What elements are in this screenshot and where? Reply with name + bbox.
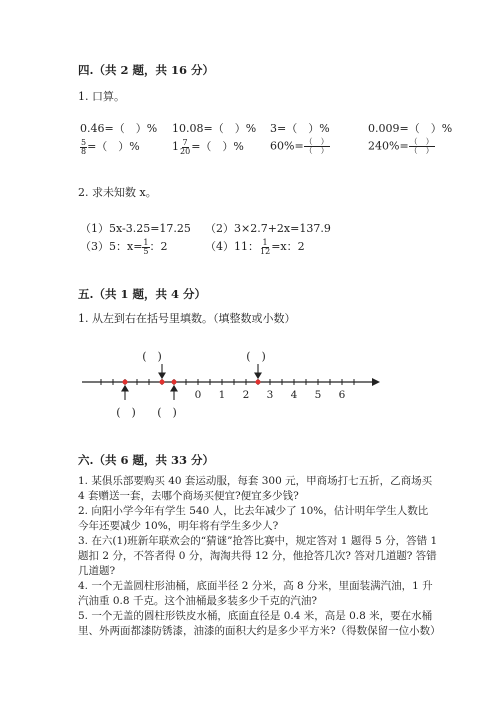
calc-6: 1 $\frac{7}{20}$ =（ ）% bbox=[172, 137, 244, 156]
equation-2: （2）3×2.7+2x=137.9 bbox=[205, 222, 331, 235]
tick-label-4: 4 bbox=[290, 389, 298, 401]
blank-below-1: ( ) bbox=[116, 406, 136, 419]
tick-label-5: 5 bbox=[314, 389, 322, 401]
calc-4: 0.009=（ ）% bbox=[368, 122, 453, 135]
problem-4: 4. 一个无盖圆柱形油桶，底面半径 2 分米，高 8 分米，里面装满汽油，1 升汽油重 0.8 千克。这个油桶最多装多少千克的汽油? bbox=[78, 580, 433, 607]
question-4-1: 1. 口算。 bbox=[78, 90, 125, 103]
arrow-up-icon bbox=[171, 386, 177, 391]
arrow-down-icon bbox=[159, 373, 165, 378]
question-4-2: 2. 求未知数 x。 bbox=[78, 186, 157, 199]
blank-above-1: ( ) bbox=[142, 350, 162, 363]
question-5-1: 1. 从左到右在括号里填数。（填整数或小数） bbox=[78, 312, 296, 325]
equation-3: （3）5：x= $\frac{1}{5}$ ：2 bbox=[80, 237, 168, 256]
section-4-title: 四.（共 2 题，共 16 分） bbox=[78, 63, 215, 77]
point-1 bbox=[123, 380, 128, 385]
tick-label-1: 1 bbox=[218, 389, 226, 401]
section-5-title: 五.（共 1 题，共 4 分） bbox=[78, 287, 207, 301]
number-line bbox=[0, 340, 500, 430]
tick-label-2: 2 bbox=[242, 389, 250, 401]
tick-label-6: 6 bbox=[338, 389, 346, 401]
problem-2: 2. 向阳小学今年有学生 540 人，比去年减少了 10%，估计明年学生人数比今年还要减少 10%，明年将有学生多少人? bbox=[78, 505, 429, 532]
point-4 bbox=[256, 380, 261, 385]
arrow-head bbox=[372, 378, 380, 386]
problem-3: 3. 在六(1)班新年联欢会的“猜谜”抢答比赛中，规定答对 1 题得 5 分，答错 1 题扣 2 分，不答者得 0 分，淘淘共得 12 分，他抢答几次? 答对几道题? 答错几道题? bbox=[78, 535, 438, 577]
arrow-up-icon bbox=[122, 386, 128, 391]
problem-1: 1. 某俱乐部要购买 40 套运动服，每套 300 元，甲商场打七五折，乙商场买 4 套赠送一套，去哪个商场买便宜?便宜多少钱? bbox=[78, 475, 433, 502]
calc-1: 0.46=（ ）% bbox=[80, 122, 158, 135]
tick-label-3: 3 bbox=[266, 389, 274, 401]
blank-below-2: ( ) bbox=[157, 406, 177, 419]
tick-label-0: 0 bbox=[194, 389, 202, 401]
section-6-title: 六.（共 6 题，共 33 分） bbox=[78, 453, 215, 467]
calc-2: 10.08=（ ）% bbox=[172, 122, 257, 135]
equation-1: （1）5x-3.25=17.25 bbox=[80, 222, 191, 235]
point-2 bbox=[160, 380, 165, 385]
point-3 bbox=[172, 380, 177, 385]
calc-8: 240%= $\frac{( )}{( )}$ bbox=[368, 137, 434, 155]
problem-5: 5. 一个无盖的圆柱形铁皮水桶，底面直径是 0.4 米，高是 0.8 米，要在水桶里、外两面都漆防锈漆，油漆的面积大约是多少平方米?（得数保留一位小数） bbox=[78, 610, 441, 637]
calc-3: 3=（ ）% bbox=[270, 122, 330, 135]
calc-7: 60%= $\frac{( )}{( )}$ bbox=[270, 137, 329, 155]
equation-4: （4）11： $\frac{1}{12}$ =x：2 bbox=[205, 237, 305, 256]
blank-above-2: ( ) bbox=[246, 350, 266, 363]
arrow-down-icon bbox=[255, 373, 261, 378]
calc-5: $\frac{5}{8}$ =（ ）% bbox=[81, 137, 140, 156]
